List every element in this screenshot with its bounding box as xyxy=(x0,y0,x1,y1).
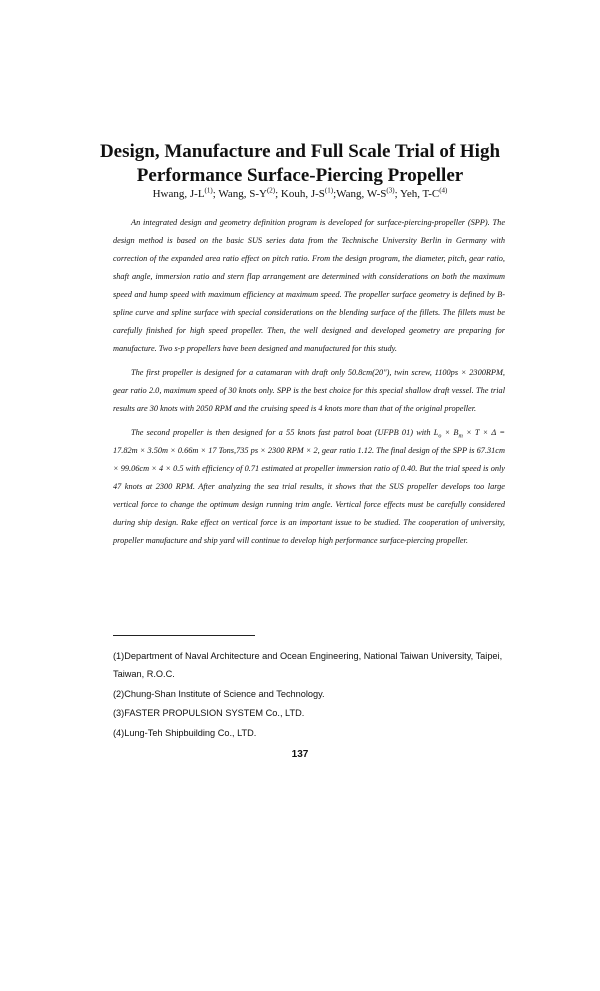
footnote-item: (2)Chung-Shan Institute of Science and Technology. xyxy=(113,688,325,699)
footnote-item: (1)Department of Naval Architecture and Ocean Engineering, National Taiwan University, Taipei, Taiwan, R.O.C. xyxy=(113,651,503,679)
author-name: ;Wang, W-S xyxy=(333,188,387,200)
footnote-list xyxy=(113,648,505,745)
author-name: ; Yeh, T-C xyxy=(394,188,440,200)
abstract-text: × T × Δ = 17.82m × 3.50m × 0.66m × 17 Tons,735 ps × 2300 RPM × 2, gear ratio 1.12. The final design of the SPP is 67.31cm × 99.06cm × 4 × 0.5 with efficiency of 0.71 estimated at propeller immersion ratio of 0.40. But the trial speed is only 47 knots at 2300 RPM. After analyzing the sea trial results, it shows that the SUS propeller develops too large vertical force to change the optimum design running trim angle. Vertical force effects must be carefully considered during ship design. Rake effect on vertical force is an important issue to be studied. The cooperation of university, propeller manufacture and ship yard will continue to develop high performance surface-piercing propeller. xyxy=(113,428,505,545)
paper-title-line-1: Design, Manufacture and Full Scale Trial of High xyxy=(99,141,501,162)
paper-title-line-2: Performance Surface-Piercing Propeller xyxy=(136,165,464,186)
affiliation-marker: (2) xyxy=(266,186,276,195)
author-name: ; Wang, S-Y xyxy=(212,188,267,200)
footnote-item: (3)FASTER PROPULSION SYSTEM Co., LTD. xyxy=(113,708,305,719)
affiliation-marker: (4) xyxy=(439,186,448,195)
affiliation-marker: (1) xyxy=(324,186,334,195)
affiliation-marker: (3) xyxy=(386,186,395,195)
author-name: ; Kouh, J-S xyxy=(275,188,325,200)
abstract xyxy=(113,214,505,556)
abstract-text: The second propeller is then designed for a 55 knots fast patrol boat (UFPB 01) with L xyxy=(131,428,439,437)
abstract-paragraph-2: The first propeller is designed for a catamaran with draft only 50.8cm(20"), twin screw, 1100ps × 2300RPM, gear ratio 2.0, maximum speed of 30 knots only. SPP is the best choice for this special shallow draft vessel. The trial results are 30 knots with 2050 RPM and the cruising speed is 4 knots more than that of the original propeller. xyxy=(113,368,505,413)
abstract-text: × B xyxy=(441,428,459,437)
footnote-item: (4)Lung-Teh Shipbuilding Co., LTD. xyxy=(113,728,257,739)
footnote-divider xyxy=(113,635,255,636)
author-list xyxy=(80,187,520,201)
abstract-paragraph-1: An integrated design and geometry definition program is developed for surface-piercing-propeller (SPP). The design method is based on the basic SUS series data from the Technische University Berlin in Germany with correction of the expanded area ratio effect on pitch ratio. From the design program, the diameter, pitch, gear ratio, shaft angle, immersion ratio and stern flap arrangement are determined with considerations on both the maximum speed and hump speed with maximum efficiency at maximum speed. The propeller surface geometry is defined by B-spline curve and spline surface with special considerations on the blending surface of the fillets. The fillets must be carefully finished for high speed propeller. Then, the well designed and developed geometry are preparing for manufacture. Two s-p propellers have been designed and manufactured for this study. xyxy=(113,218,505,353)
affiliation-marker: (1) xyxy=(204,186,213,195)
page-number: 137 xyxy=(291,749,309,760)
subscript: m xyxy=(458,433,463,440)
subscript: o xyxy=(438,433,442,440)
author-name: Hwang, J-L xyxy=(152,188,205,200)
abstract-paragraph-3 xyxy=(113,424,505,550)
